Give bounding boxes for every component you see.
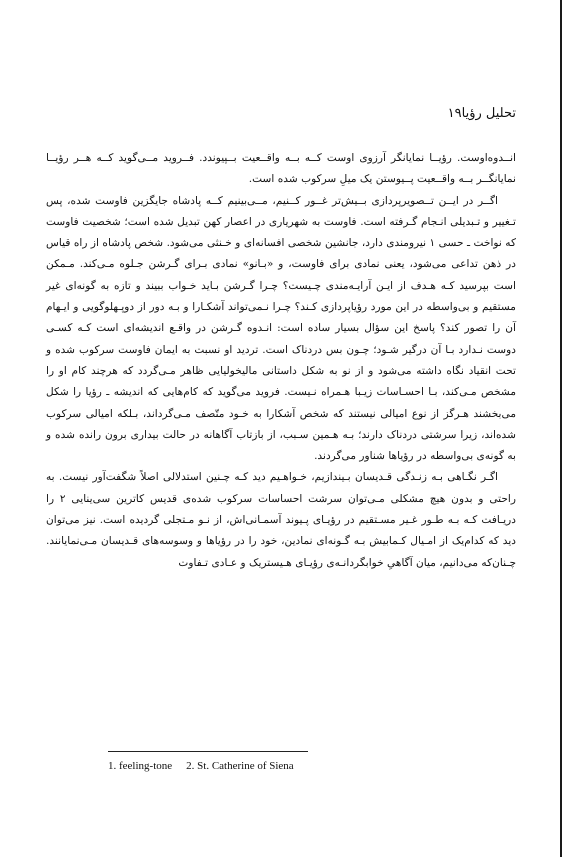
page-number: ۱۹ bbox=[447, 106, 462, 121]
body-text bbox=[46, 148, 516, 574]
footnote: 2. St. Catherine of Siena bbox=[186, 760, 294, 772]
footnotes bbox=[108, 760, 294, 772]
footnote: 1. feeling-tone bbox=[108, 760, 173, 772]
paragraph: اگـر نگـاهی بـه زنـدگی قـدیسان بـیندازیم، خـواهـیم دید کـه چـنین استدلالی اصلاً شگفت‌آور نیست. به راحتی و بدون هیچ مشکلی مـی‌توان سرشت احساسات سرکوب شده‌ی قدیس کاترین سی‌ینایی ۲ را دریـافت کـه بـه طـور غـیر مسـتقیم در رؤیـای پـیوند آسمـانی‌اش، از نـو مـتجلی گردیده است. نیز می‌توان دید که کدام‌یک از امـیال کـمابیش بـه گـونه‌ای نمادین، خود را در رؤیاها و وسوسه‌های قـدیسان مـی‌نمایانند. چـنان‌که می‌دانیم، میان آگاهیِ خوابگردانـه‌ی رؤیـای هـیستریک و عـادی تـفاوت bbox=[46, 471, 516, 569]
chapter-title: تحلیل رؤیا bbox=[461, 106, 516, 121]
footnote-divider bbox=[108, 751, 308, 752]
paragraph: انــدوه‌اوست. رؤیــا نمایانگر آرزوی اوست کــه بــه واقــعیت بــپیوندد. فــروید مــی‌گوید کــه هــر رؤیــا نمایانگــر بــه واقــعیت پــیوستن یک میلِ سرکوب شده است. bbox=[46, 152, 516, 186]
running-header bbox=[46, 106, 516, 128]
paragraph: اگــر در ایــن تــصویرپردازی بــیش‌تر غــور کــنیم، مــی‌بینیم کــه پادشاه جایگزین فاوست شده، پس تـغییر و تـبدیلی انـجام گـرفته است. فاوست به شهریاری در اعصار کهن تبدیل شده است؛ شخصیت فاوست که نواخت ـ حسی ۱ نیرومندی دارد، جانشین شخصی افسانه‌ای و خـنثی می‌شود. شخص پادشاه از راه قیاس در ذهن تداعی می‌شود، یعنی نمادی برای فاوست، و «بـانو» نمادی بـرای گـرشن جـلوه مـی‌کند. مـمکن است بپرسید کـه هـدف از ایـن آرایـه‌مندی چـیست؟ چـرا گـرشن بـاید خـواب ببیند و تازه به گونه‌ای غیر مستقیم و بی‌واسطه در این مورد رؤیاپردازی کـند؟ چـرا نـمی‌تواند آشکـارا و بـه دور از دوپـهلوگویی و ایـهام آن را تصور کند؟ پاسخ این سؤال بسیار ساده است: انـدوه گـرشن در واقـع اندیشه‌ای است کـه کسـی دوست نـدارد بـا آن درگیر شـود؛ چـون بس دردناک است. تردید او نسبت به ایمان فاوست سرکوب شده و تحت انقیاد نگاه داشته می‌شود و از نو به شکل داستانی مالیخولیایی ظاهر مـی‌گردد که هرچند کام او را مشخص مـی‌کند، بـا احسـاسات زیـبا هـمراه نـیست. فروید می‌گوید که کام‌هایی که اندیشه ـ رؤیا را شکل می‌بخشند هـرگز از نوع امیالی نیستند که شخص آشکارا به خـود متّصف مـی‌گرداند، بـلکه امیالی سرکوب شده‌اند، زیرا سرشتی دردناک دارند؛ بـه هـمین سـبب، از بازتاب آگاهانه در حالت بیداری برون رانده شده و به گونه‌ی بی‌واسطه در رؤیاها شناور می‌گردند. bbox=[46, 194, 516, 463]
